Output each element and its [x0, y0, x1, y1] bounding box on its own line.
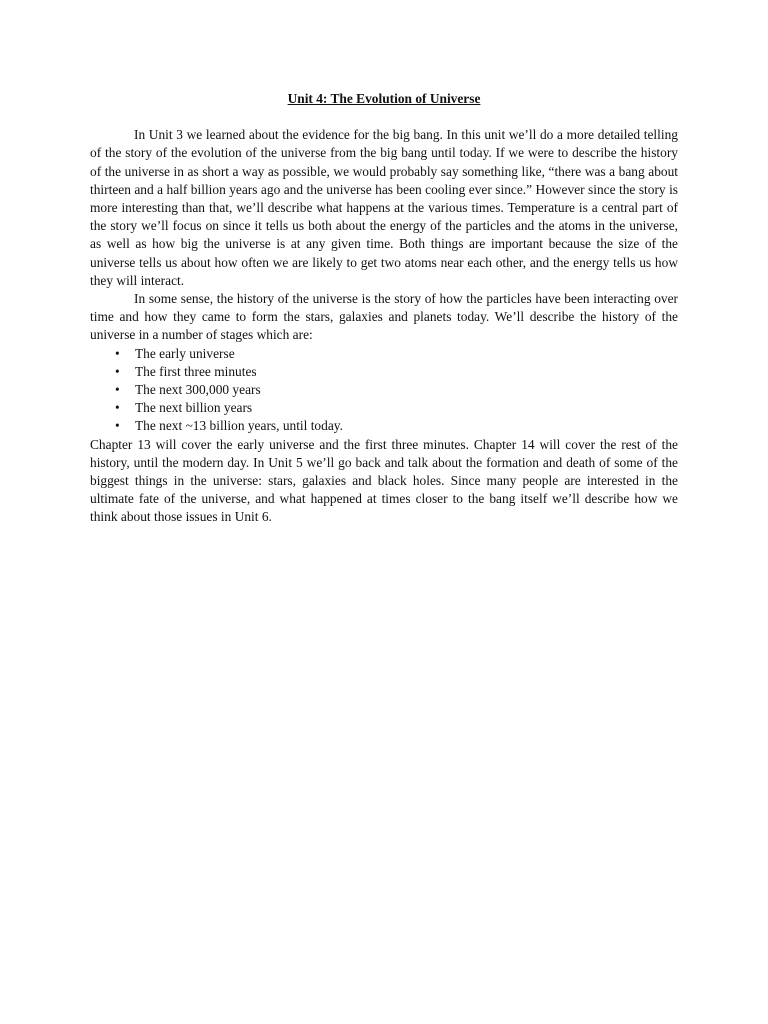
list-item-text: The first three minutes: [135, 363, 257, 379]
list-item: [90, 417, 678, 435]
bullet-icon: •: [115, 418, 120, 434]
bullet-icon: •: [115, 400, 120, 416]
stages-list: [90, 345, 678, 436]
bullet-icon: •: [115, 363, 120, 379]
list-item-text: The next 300,000 years: [135, 382, 261, 398]
list-item-text: The next ~13 billion years, until today.: [135, 418, 343, 434]
bullet-icon: •: [115, 345, 120, 361]
document-title: Unit 4: The Evolution of Universe: [287, 91, 481, 106]
intro-paragraph: In Unit 3 we learned about the evidence for the big bang. In this unit we’ll do a more detailed telling of the story of the evolution of the universe from the big bang until today. If we were to describe the history of the universe in as short a way as possible, we would probably say something like, “there was a bang about thirteen and a half billion years ago and the universe has been cooling ever since.” However since the story is more interesting than that, we’ll describe what happens at the various times. Temperature is a central part of the story we’ll focus on since it tells us both about the energy of the particles and the atoms in the universe, as well as how big the universe is at any given time. Both things are important because the size of the universe tells us about how often we are likely to get two atoms near each other, and the energy tells us how they will interact.: [90, 127, 678, 288]
list-item-text: The next billion years: [135, 400, 253, 416]
list-item: [90, 345, 678, 363]
list-item-text: The early universe: [135, 345, 235, 361]
document-page: [90, 90, 678, 527]
list-item: [90, 381, 678, 399]
history-paragraph: In some sense, the history of the universe is the story of how the particles have been interacting over time and how they came to form the stars, galaxies and planets today. We’ll describe the history of the universe in a number of stages which are:: [90, 291, 678, 343]
list-item: [90, 363, 678, 381]
closing-paragraph: Chapter 13 will cover the early universe and the first three minutes. Chapter 14 will cover the rest of the history, until the modern day. In Unit 5 we’ll go back and talk about the formation and death of some of the biggest things in the universe: stars, galaxies and black holes. Since many people are interested in the ultimate fate of the universe, and what happened at times closer to the bang itself we’ll describe how we think about those issues in Unit 6.: [90, 436, 678, 525]
list-item: [90, 399, 678, 417]
bullet-icon: •: [115, 382, 120, 398]
